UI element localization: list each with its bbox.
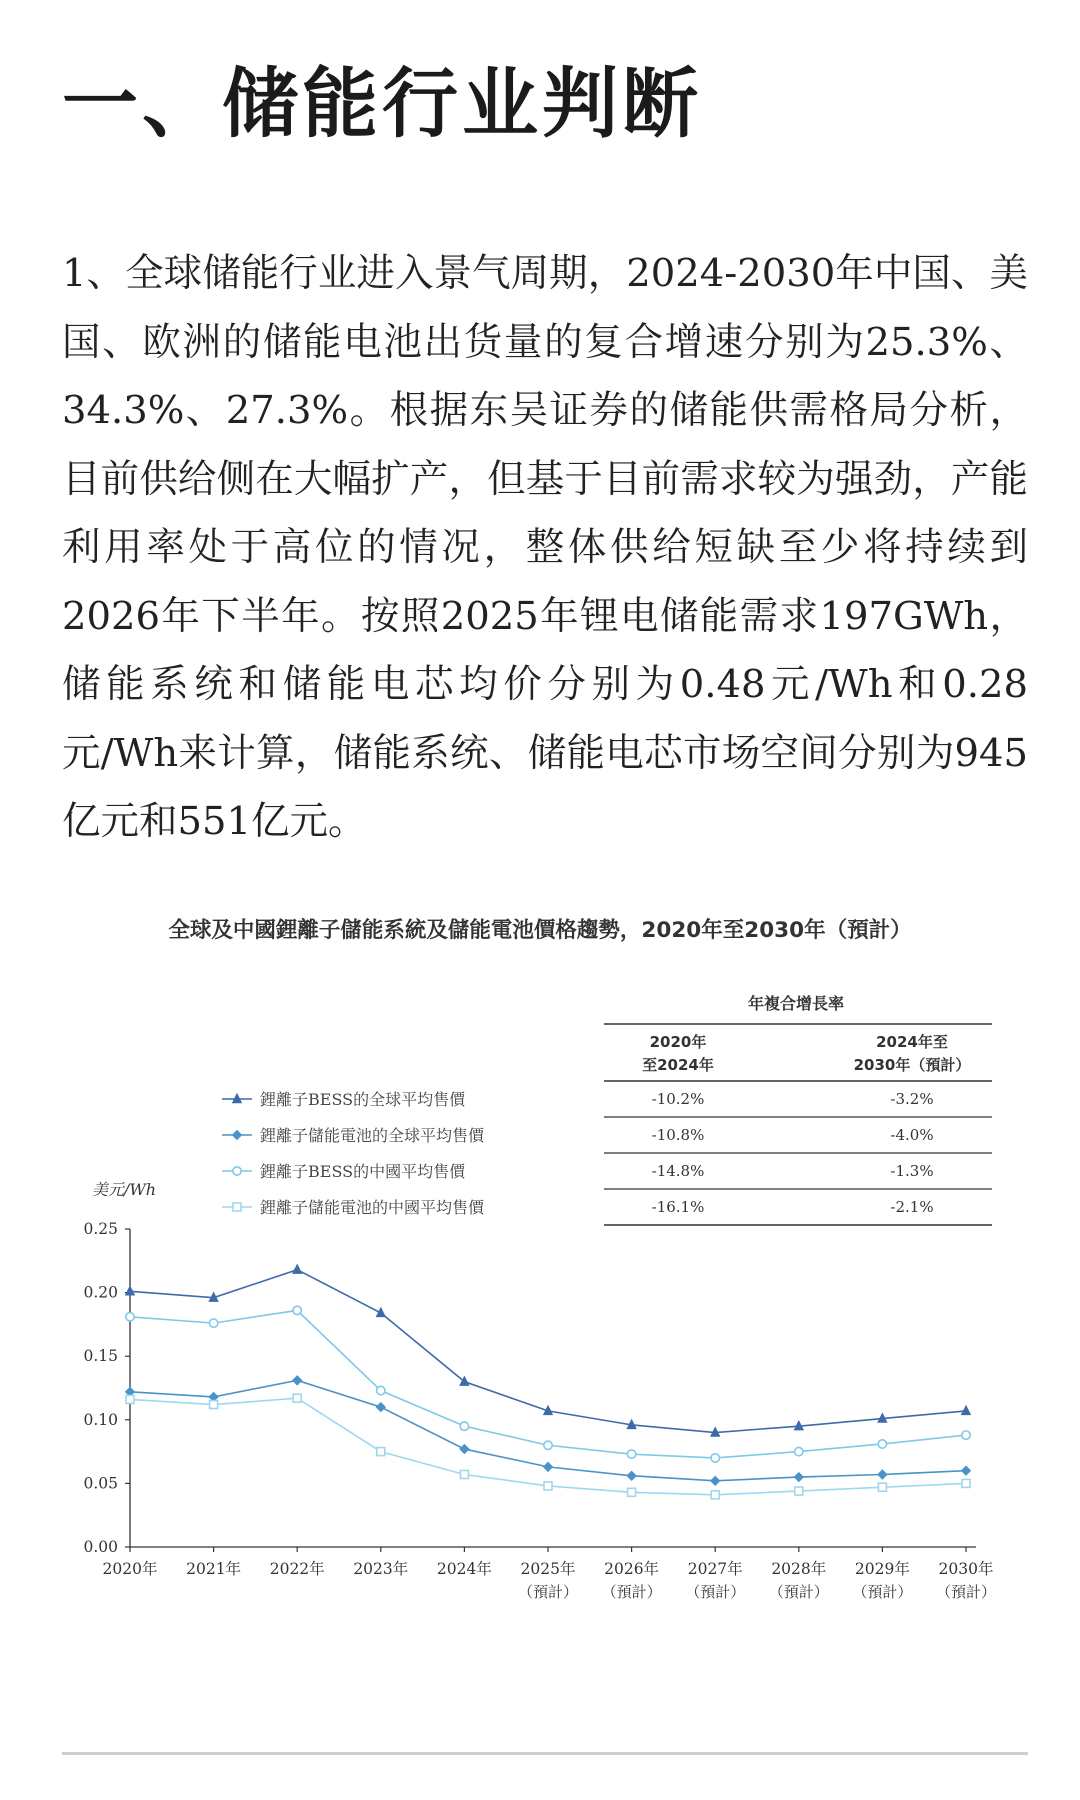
data-point	[233, 1167, 241, 1175]
legend-label: 鋰離子儲能電池的中國平均售價	[260, 1198, 485, 1217]
cagr-cell: -16.1%	[651, 1198, 705, 1216]
x-tick-label: 2021年	[186, 1560, 242, 1578]
data-point	[292, 1375, 302, 1385]
cagr-cell: -10.2%	[651, 1090, 705, 1108]
data-point	[877, 1469, 887, 1479]
price-trend-chart	[0, 895, 1080, 1635]
data-point	[459, 1444, 469, 1454]
series-group	[125, 1375, 971, 1486]
data-point	[292, 1264, 302, 1274]
cagr-cell: -14.8%	[651, 1162, 705, 1180]
data-point	[962, 1431, 970, 1439]
data-point	[795, 1447, 803, 1455]
cagr-col2-header-line2: 2030年（預計）	[853, 1056, 971, 1074]
x-tick-sublabel: （預計）	[935, 1583, 997, 1601]
data-point	[961, 1465, 971, 1475]
y-tick-label: 0.10	[83, 1410, 118, 1429]
cagr-cell: -3.2%	[890, 1090, 934, 1108]
data-point	[962, 1479, 970, 1487]
x-tick-label: 2023年	[353, 1560, 409, 1578]
data-point	[125, 1285, 135, 1295]
y-tick-label: 0.20	[83, 1283, 118, 1302]
y-tick-label: 0.15	[83, 1347, 118, 1366]
cagr-cell: -2.1%	[890, 1198, 934, 1216]
x-tick-label: 2025年	[520, 1560, 576, 1578]
data-point	[628, 1488, 636, 1496]
y-axis-label: 美元/Wh	[91, 1180, 157, 1199]
data-point	[795, 1487, 803, 1495]
cagr-cell: -10.8%	[651, 1126, 705, 1144]
x-tick-label: 2028年	[771, 1560, 827, 1578]
data-point	[627, 1450, 635, 1458]
chart-axes	[83, 1180, 996, 1601]
x-tick-label: 2029年	[854, 1560, 910, 1578]
series-group	[126, 1306, 970, 1462]
data-point	[544, 1482, 552, 1490]
x-tick-label: 2020年	[102, 1560, 158, 1578]
x-tick-sublabel: （預計）	[517, 1583, 579, 1601]
data-point	[543, 1462, 553, 1472]
x-tick-label: 2026年	[604, 1560, 660, 1578]
x-tick-sublabel: （預計）	[601, 1583, 662, 1601]
chart-title: 全球及中國鋰離子儲能系統及儲能電池價格趨勢，2020年至2030年（預計）	[168, 918, 912, 943]
cagr-table-header: 年複合增長率	[747, 994, 845, 1013]
data-point	[711, 1491, 719, 1499]
legend-label: 鋰離子BESS的全球平均售價	[260, 1090, 466, 1109]
y-tick-label: 0.25	[83, 1220, 118, 1238]
data-point	[878, 1440, 886, 1448]
data-point	[459, 1375, 469, 1385]
data-point	[126, 1395, 134, 1403]
x-tick-sublabel: （預計）	[685, 1583, 746, 1601]
data-point	[293, 1306, 301, 1314]
cagr-table	[604, 994, 992, 1225]
data-point	[209, 1319, 217, 1327]
cagr-col1-header-line1: 2020年	[649, 1033, 707, 1051]
data-point	[878, 1483, 886, 1491]
x-tick-label: 2024年	[436, 1560, 492, 1578]
cagr-cell: -4.0%	[890, 1126, 934, 1144]
y-tick-label: 0.00	[83, 1538, 118, 1556]
x-tick-sublabel: （預計）	[852, 1583, 913, 1601]
series-line	[130, 1310, 966, 1458]
data-point	[232, 1130, 242, 1140]
data-point	[711, 1454, 719, 1462]
data-point	[794, 1472, 804, 1482]
chart-series	[125, 1264, 971, 1499]
data-point	[626, 1471, 636, 1481]
data-point	[460, 1470, 468, 1478]
article-paragraph: 1、全球储能行业进入景气周期，2024-2030年中国、美国、欧洲的储能电池出货量的复合增速分别为25.3%、34.3%、27.3%。根据东吴证券的储能供需格局分析，目前供给侧在大幅扩产，但基于目前需求较为强劲，产能利用率处于高位的情况，整体供给短缺至少将持续到2026年下半年。按照2025年锂电储能需求197GWh，储能系统和储能电芯均价分别为0.48元/Wh和0.28元/Wh来计算，储能系统、储能电芯市场空间分别为945亿元和551亿元。	[62, 251, 1028, 844]
section-divider	[62, 1752, 1028, 1755]
series-group	[125, 1264, 971, 1437]
y-tick-label: 0.05	[83, 1474, 118, 1493]
page-title: 一、储能行业判断	[62, 59, 702, 148]
cagr-col2-header-line1: 2024年至	[876, 1033, 948, 1051]
data-point	[293, 1394, 301, 1402]
chart-legend	[222, 1090, 486, 1217]
data-point	[377, 1386, 385, 1394]
x-tick-label: 2027年	[687, 1560, 743, 1578]
data-point	[232, 1093, 242, 1103]
data-point	[233, 1203, 241, 1211]
data-point	[377, 1448, 385, 1456]
legend-label: 鋰離子BESS的中國平均售價	[260, 1162, 466, 1181]
legend-label: 鋰離子儲能電池的全球平均售價	[260, 1126, 485, 1145]
x-tick-label: 2022年	[269, 1560, 325, 1578]
data-point	[710, 1476, 720, 1486]
data-point	[376, 1402, 386, 1412]
data-point	[961, 1405, 971, 1415]
data-point	[126, 1313, 134, 1321]
cagr-col1-header-line2: 至2024年	[642, 1056, 714, 1074]
cagr-cell: -1.3%	[890, 1162, 934, 1180]
data-point	[460, 1422, 468, 1430]
x-tick-label: 2030年	[938, 1560, 994, 1578]
x-tick-sublabel: （預計）	[768, 1583, 829, 1601]
data-point	[544, 1441, 552, 1449]
data-point	[210, 1401, 218, 1409]
